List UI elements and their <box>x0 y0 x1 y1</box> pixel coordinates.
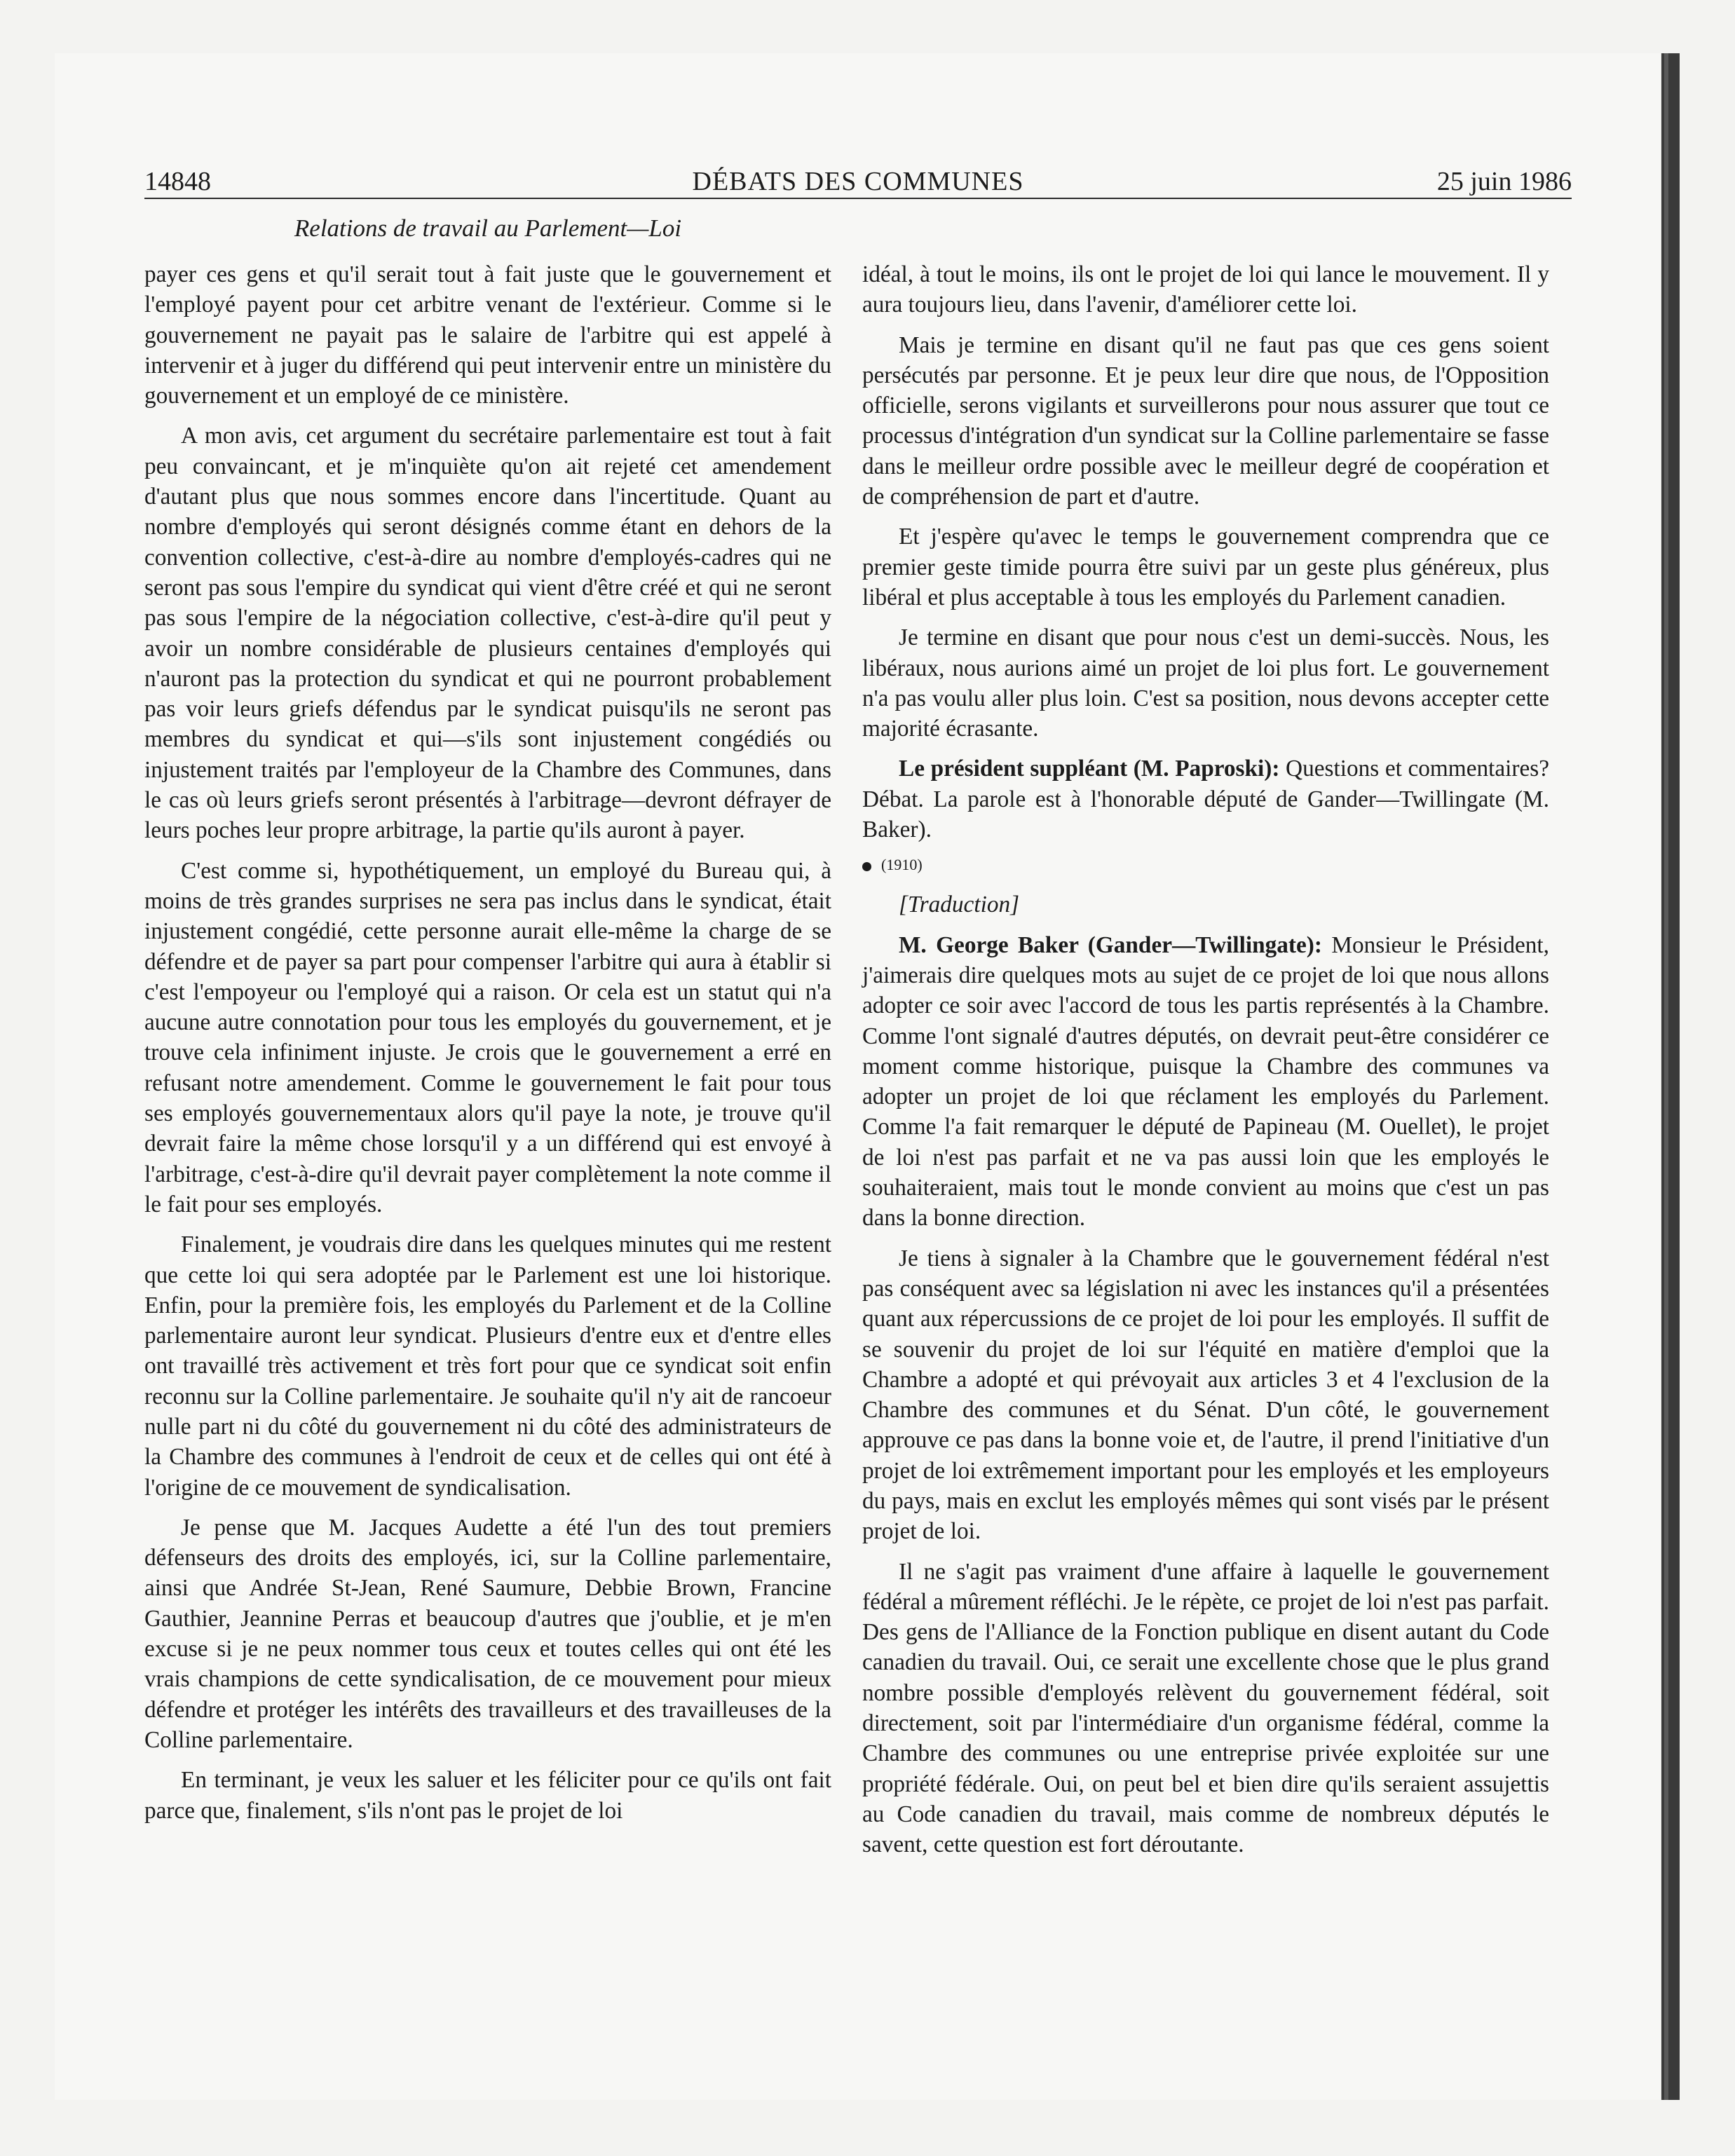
page-number: 14848 <box>144 167 211 196</box>
scan-edge-bar <box>1661 53 1680 2100</box>
issue-date: 25 juin 1986 <box>1436 167 1572 196</box>
paragraph: payer ces gens et qu'il serait tout à fait juste que le gouvernement et l'employé payent pour cet arbitre venant de l'extérieur. Comme si le gouvernement ne payait pas le salaire de l'arbitre qui est appelé à intervenir et à juger du différend qui peut intervenir entre un ministère du gouvernement et un employé de ce ministère. <box>144 261 831 409</box>
translation-note: [Traduction] <box>899 892 1020 918</box>
paragraph: Je termine en disant que pour nous c'est un demi-succès. Nous, les libéraux, nous aurions aimé un projet de loi plus fort. Le gouvernement n'a pas voulu aller plus loin. C'est sa position, nous devons accepter cette majorité écrasante. <box>862 625 1549 742</box>
paragraph: Il ne s'agit pas vraiment d'une affaire à laquelle le gouvernement fédéral a mûrement réfléchi. Je le répète, ce projet de loi n'est pas parfait. Des gens de l'Alliance de la Fonction publique en disent autant du Code canadien du travail. Oui, ce serait une excellente chose que le plus grand nombre possible d'employés relèvent du gouvernement fédéral, soit directement, soit par l'intermédiaire d'un organisme fédéral, comme la Chambre des communes ou une entreprise privée exploitée sur une propriété fédérale. Oui, on peut bel et bien dire qu'ils seraient assujettis au Code canadien du travail, mais comme de nombreux députés le savent, cette question est fort déroutante. <box>862 1558 1549 1858</box>
speaker-name: Le président suppléant (M. Paproski): <box>899 756 1280 782</box>
paragraph: Je tiens à signaler à la Chambre que le gouvernement fédéral n'est pas conséquent avec sa législation ni avec les instances qu'il a présentées quant aux répercussions de ce projet de loi pour les employés. Il suffit de se souvenir du projet de loi sur l'équité en matière d'emploi que la Chambre a adopté et qui prévoyait aux articles 3 et 4 l'exclusion de la Chambre des communes et du Sénat. D'un côté, le gouvernement approuve ce pas dans la bonne voie et, de l'autre, il prend l'initiative d'un projet de loi extrêmement important pour les employés et les employeurs du pays, mais en exclut les employés mêmes qui sont visés par le présent projet de loi. <box>862 1245 1549 1545</box>
paragraph: Mais je termine en disant qu'il ne faut pas que ces gens soient persécutés par personne. Et je peux leur dire que nous, de l'Opposition officielle, serons vigilants et surveillerons pour nous assurer que tout ce processus d'intégration d'un syndicat sur la Colline parlementaire se fasse dans le meilleur ordre possible avec le meilleur degré de coopération et de compréhension de part et d'autre. <box>862 332 1549 510</box>
paragraph: idéal, à tout le moins, ils ont le projet de loi qui lance le mouvement. Il y aura toujours lieu, dans l'avenir, d'améliorer cette loi. <box>862 261 1549 318</box>
subject-heading: Relations de travail au Parlement—Loi <box>294 214 682 242</box>
speaker-paragraph <box>862 930 1549 1234</box>
paragraph: C'est comme si, hypothétiquement, un employé du Bureau qui, à moins de très grandes surprises ne sera pas inclus dans le syndicat, était injustement congédié, cette personne aurait elle-même la charge de se défendre et de payer sa part pour compenser l'arbitre qui aura à établir si c'est l'empoyeur ou l'employé qui a raison. Or cela est un statut qui n'a aucune autre connotation pour tous les employés du gouvernement, et je trouve cela infiniment injuste. Je crois que le gouvernement a erré en refusant notre amendement. Comme le gouvernement le fait pour tous ses employés gouvernementaux alors qu'il paye la note, je trouve qu'il devrait faire la même chose lorsqu'il y a un différend qui est envoyé à l'arbitrage, c'est-à-dire qu'il devrait payer complètement la note comme il le fait pour ses employés. <box>144 857 831 1217</box>
right-column <box>862 259 1549 1870</box>
paragraph: A mon avis, cet argument du secrétaire parlementaire est tout à fait peu convaincant, et je m'inquiète qu'on ait rejeté cet amendement d'autant plus que nous sommes encore dans l'incertitude. Quant au nombre d'employés qui seront désignés comme étant en dehors de la convention collective, c'est-à-dire au nombre d'employés-cadres qui ne seront pas sous l'empire du syndicat qui vient d'être créé et qui ne seront pas sous l'empire de la négociation collective, c'est-à-dire qu'il peut y avoir un nombre considérable de plusieurs centaines d'employés qui n'auront pas la protection du syndicat et qui ne pourront probablement pas voir leurs griefs défendus par le syndicat puisqu'ils ne seront pas membres du syndicat et qui—s'ils sont injustement congédiés ou injustement traités par l'employeur de la Chambre des Communes, dans le cas où leurs griefs seront présentés à l'arbitrage—devront défrayer de leurs poches leur propre arbitrage, la partie qu'ils auront à payer. <box>144 423 831 844</box>
speaker-paragraph <box>862 753 1549 845</box>
left-column <box>144 259 831 1836</box>
speech-text: Questions et commentaires? Débat. La parole est à l'honorable député de Gander—Twillingate (M. Baker). <box>862 756 1550 843</box>
page-header <box>144 165 1572 199</box>
time-marker-text: (1910) <box>881 856 923 874</box>
paragraph: En terminant, je veux les saluer et les féliciter pour ce qu'ils ont fait parce que, finalement, s'ils n'ont pas le projet de loi <box>144 1767 831 1824</box>
paragraph: Et j'espère qu'avec le temps le gouvernement comprendra que ce premier geste timide pourra être suivi par un geste plus généreux, plus libéral et plus acceptable à tous les employés du Parlement canadien. <box>862 524 1549 610</box>
speaker-name: M. George Baker (Gander—Twillingate): <box>899 932 1322 958</box>
bullet-icon <box>862 862 871 871</box>
speech-text: Monsieur le Président, j'aimerais dire quelques mots au sujet de ce projet de loi que nous allons adopter ce soir avec l'accord de tous les partis représentés à la Chambre. Comme l'ont signalé d'autres députés, on devrait peut-être considérer ce moment comme historique, puisque la Chambre des communes va adopter un projet de loi que réclament les employés du Parlement. Comme l'a fait remarquer le député de Papineau (M. Ouellet), le projet de loi n'est pas parfait et ne va pas aussi loin que les employés le souhaiteraient, mais tout le monde convient au moins que c'est un pas dans la bonne direction. <box>862 932 1550 1231</box>
paragraph: Finalement, je voudrais dire dans les quelques minutes qui me restent que cette loi qui sera adoptée par le Parlement est une loi historique. Enfin, pour la première fois, les employés du Parlement et de la Colline parlementaire auront leur syndicat. Plusieurs d'entre eux et d'entre elles ont travaillé très activement et très fort pour que ce syndicat soit enfin reconnu sur la Colline parlementaire. Je souhaite qu'il n'y ait de rancoeur nulle part ni du côté du gouvernement ni du côté des administrateurs de la Chambre des communes à l'endroit de ceux et de celles qui ont été à l'origine de ce mouvement de syndicalisation. <box>144 1231 831 1501</box>
paragraph: Je pense que M. Jacques Audette a été l'un des tout premiers défenseurs des droits des employés, ici, sur la Colline parlementaire, ainsi que Andrée St-Jean, René Saumure, Debbie Brown, Francine Gauthier, Jeannine Perras et beaucoup d'autres que j'oublie, et je m'en excuse si je ne peux nommer tous ceux et toutes celles qui ont été les vrais champions de cette syndicalisation, de ce mouvement pour mieux défendre et protéger les intérêts des travailleurs et des travailleuses de la Colline parlementaire. <box>144 1514 831 1753</box>
journal-title: DÉBATS DES COMMUNES <box>692 167 1024 196</box>
time-marker <box>862 854 1549 875</box>
